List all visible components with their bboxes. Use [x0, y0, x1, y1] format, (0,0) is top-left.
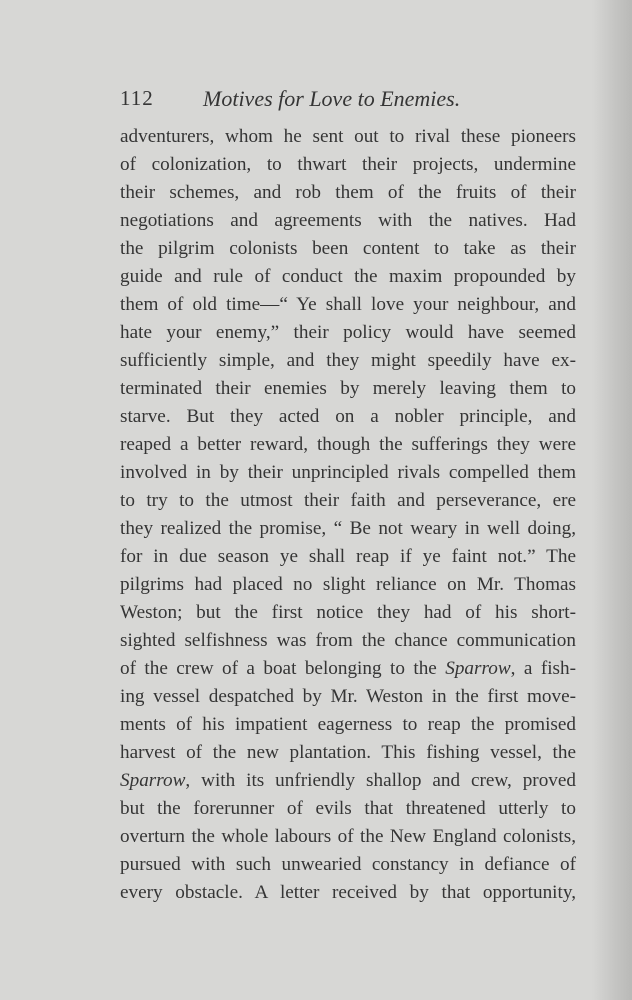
text-segment: them of old time—“ Ye shall love your neighbour, and [120, 294, 576, 315]
text-segment: negotiations and agreements with the natives. Had [120, 210, 576, 231]
text-line [120, 739, 576, 767]
text-line [120, 683, 576, 711]
text-line [120, 543, 576, 571]
text-line [120, 123, 576, 151]
text-line [120, 319, 576, 347]
text-segment: hate your enemy,” their policy would have seemed [120, 322, 576, 343]
text-line [120, 207, 576, 235]
text-segment: harvest of the new plantation. This fishing vessel, the [120, 742, 576, 763]
text-segment: guide and rule of conduct the maxim propounded by [120, 266, 576, 287]
page-number: 112 [120, 86, 154, 110]
text-segment: adventurers, whom he sent out to rival these pioneers [120, 126, 576, 147]
text-segment: ing vessel despatched by Mr. Weston in the first move- [120, 686, 576, 707]
text-line [120, 375, 576, 403]
text-line [120, 487, 576, 515]
text-line [120, 711, 576, 739]
text-segment: every obstacle. A letter received by that opportunity, [120, 882, 576, 903]
text-line [120, 823, 576, 851]
text-segment: of the crew of a boat belonging to the [120, 658, 446, 679]
text-line [120, 627, 576, 655]
text-segment: overturn the whole labours of the New England colonists, [120, 826, 576, 847]
page-edge-shadow [592, 0, 632, 1000]
text-line [120, 347, 576, 375]
text-segment: pilgrims had placed no slight reliance on Mr. Thomas [120, 574, 576, 595]
body-text [120, 123, 576, 907]
text-line [120, 599, 576, 627]
text-line [120, 795, 576, 823]
text-segment: terminated their enemies by merely leaving them to [120, 378, 576, 399]
text-segment: involved in by their unprincipled rivals compelled them [120, 462, 576, 483]
text-line [120, 767, 576, 795]
text-line [120, 515, 576, 543]
text-segment: sighted selfishness was from the chance communication [120, 630, 576, 651]
text-line [120, 263, 576, 291]
running-header [120, 86, 580, 116]
text-segment: sufficiently simple, and they might speedily have ex- [120, 350, 576, 371]
text-line [120, 655, 576, 683]
text-segment: the pilgrim colonists been content to take as their [120, 238, 576, 259]
text-segment: for in due season ye shall reap if ye faint not.” The [120, 546, 576, 567]
italic-ship-name: Sparrow [120, 770, 186, 791]
text-line [120, 879, 576, 907]
text-segment: pursued with such unwearied constancy in defiance of [120, 854, 576, 875]
text-line [120, 151, 576, 179]
italic-ship-name: Sparrow [445, 658, 511, 679]
text-segment: Weston; but the first notice they had of his short- [120, 602, 576, 623]
text-line [120, 291, 576, 319]
text-segment: ments of his impatient eagerness to reap the promised [120, 714, 576, 735]
text-segment: , with its unfriendly shallop and crew, proved [185, 770, 576, 791]
text-line [120, 235, 576, 263]
text-line [120, 179, 576, 207]
text-segment: starve. But they acted on a nobler principle, and [120, 406, 576, 427]
text-segment: reaped a better reward, though the sufferings they were [120, 434, 576, 455]
text-segment: of colonization, to thwart their projects, undermine [120, 154, 576, 175]
text-segment: , a fish- [510, 658, 576, 679]
text-segment: their schemes, and rob them of the fruits of their [120, 182, 576, 203]
text-line [120, 403, 576, 431]
text-segment: to try to the utmost their faith and perseverance, ere [120, 490, 576, 511]
text-segment: but the forerunner of evils that threatened utterly to [120, 798, 576, 819]
text-line [120, 431, 576, 459]
text-segment: they realized the promise, “ Be not weary in well doing, [120, 518, 576, 539]
text-line [120, 571, 576, 599]
text-line [120, 459, 576, 487]
text-line [120, 851, 576, 879]
running-title: Motives for Love to Enemies. [203, 86, 461, 111]
